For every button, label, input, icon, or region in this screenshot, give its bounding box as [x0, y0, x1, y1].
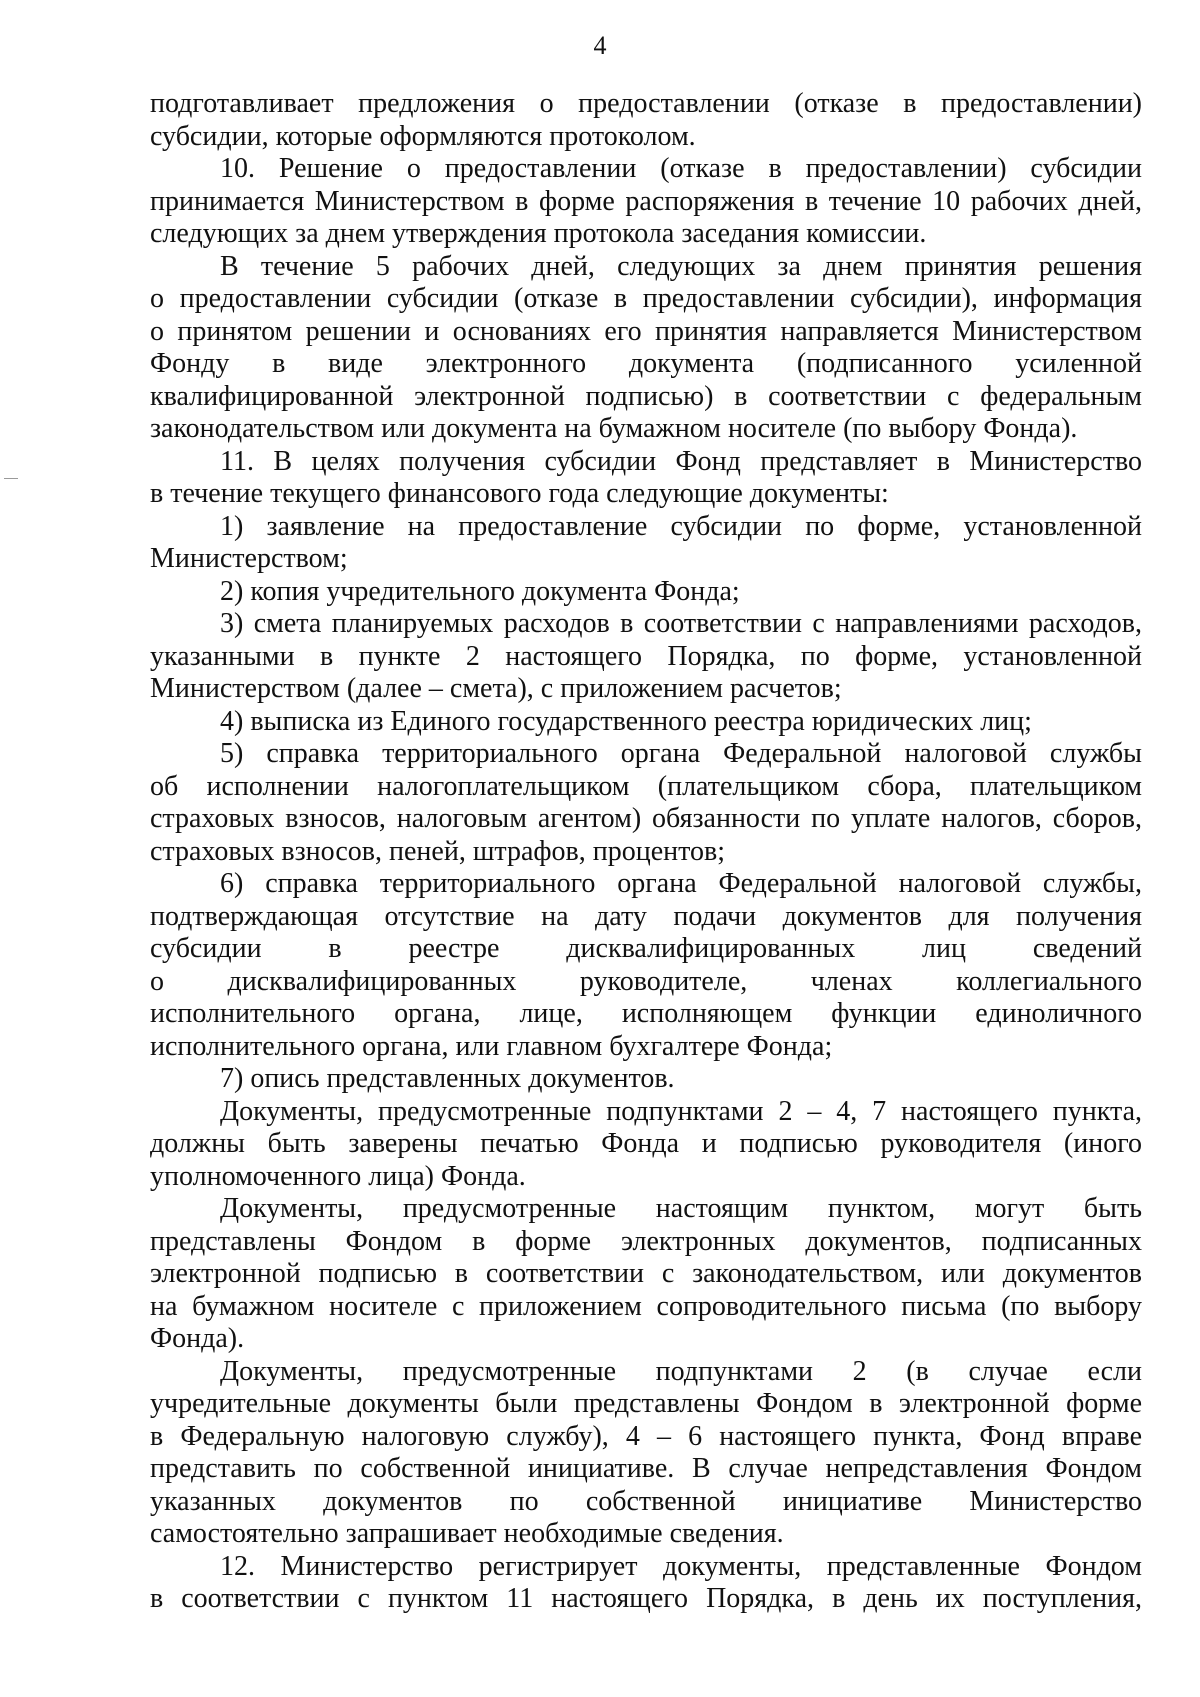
text-line: исполнительного органа, лице, исполняющем функции единоличного: [150, 998, 1142, 1029]
page-number: 4: [593, 31, 607, 60]
text-line: указанными в пункте 2 настоящего Порядка, по форме, установленной: [150, 640, 1142, 672]
text-line: самостоятельно запрашивает необходимые сведения.: [150, 1518, 784, 1549]
text-line: следующих за днем утверждения протокола заседания комиссии.: [150, 218, 927, 249]
text-line: представлены Фондом в форме электронных документов, подписанных: [150, 1225, 1142, 1257]
text-line: Документы, предусмотренные подпунктами 2 (в случае если: [220, 1355, 1142, 1387]
text-line: страховых взносов, налоговым агентом) обязанности по уплате налогов, сборов,: [150, 803, 1142, 834]
text-line: о принятом решении и основаниях его принятия направляется Министерством: [150, 315, 1142, 347]
text-line: Фонду в виде электронного документа (подписанного усиленной: [150, 348, 1142, 379]
text-line: 12. Министерство регистрирует документы, представленные Фондом: [220, 1550, 1142, 1582]
text-line: о дисквалифицированных руководителе, членах коллегиального: [150, 965, 1142, 997]
text-line: 11. В целях получения субсидии Фонд представляет в Министерство: [220, 445, 1142, 477]
text-line: субсидии, которые оформляются протоколом.: [150, 120, 696, 152]
text-line: подтверждающая отсутствие на дату подачи документов для получения: [150, 900, 1142, 932]
text-line: 2) копия учредительного документа Фонда;: [220, 575, 740, 607]
text-line: Министерством (далее – смета), с приложением расчетов;: [150, 673, 842, 704]
text-line: Министерством;: [150, 543, 348, 574]
text-line: 7) опись представленных документов.: [220, 1063, 675, 1094]
text-line: о предоставлении субсидии (отказе в предоставлении субсидии), информация: [150, 283, 1142, 314]
text-line: квалифицированной электронной подписью) в соответствии с федеральным: [150, 380, 1142, 412]
text-line: Документы, предусмотренные подпунктами 2 – 4, 7 настоящего пункта,: [220, 1095, 1142, 1127]
text-line: уполномоченного лица) Фонда.: [150, 1160, 526, 1192]
text-line: 4) выписка из Единого государственного реестра юридических лиц;: [220, 705, 1032, 737]
text-line: в Федеральную налоговую службу), 4 – 6 настоящего пункта, Фонд вправе: [150, 1420, 1142, 1452]
text-line: Фонда).: [150, 1323, 245, 1354]
text-line: 6) справка территориального органа Федеральной налоговой службы,: [220, 868, 1142, 899]
scan-artifact: [4, 478, 18, 479]
text-line: субсидии в реестре дисквалифицированных лиц сведений: [150, 933, 1142, 964]
text-line: Документы, предусмотренные настоящим пунктом, могут быть: [220, 1193, 1142, 1224]
document-body: [150, 88, 1142, 1616]
text-line: на бумажном носителе с приложением сопроводительного письма (по выбору: [150, 1290, 1142, 1322]
text-line: 10. Решение о предоставлении (отказе в предоставлении) субсидии: [220, 153, 1142, 184]
text-line: принимается Министерством в форме распоряжения в течение 10 рабочих дней,: [150, 185, 1142, 217]
text-line: представить по собственной инициативе. В случае непредставления Фондом: [150, 1453, 1142, 1484]
text-line: исполнительного органа, или главном бухгалтере Фонда;: [150, 1030, 833, 1062]
text-line: 1) заявление на предоставление субсидии по форме, установленной: [220, 510, 1142, 542]
text-line: В течение 5 рабочих дней, следующих за днем принятия решения: [220, 250, 1142, 282]
text-line: электронной подписью в соответствии с законодательством, или документов: [150, 1258, 1142, 1289]
text-line: должны быть заверены печатью Фонда и подписью руководителя (иного: [150, 1128, 1142, 1159]
text-line: подготавливает предложения о предоставлении (отказе в предоставлении): [150, 88, 1142, 119]
text-line: в течение текущего финансового года следующие документы:: [150, 478, 889, 509]
text-line: указанных документов по собственной инициативе Министерство: [150, 1485, 1142, 1517]
text-line: учредительные документы были представлены Фондом в электронной форме: [150, 1388, 1142, 1419]
text-line: страховых взносов, пеней, штрафов, процентов;: [150, 835, 725, 867]
text-line: 3) смета планируемых расходов в соответствии с направлениями расходов,: [220, 608, 1142, 639]
text-line: в соответствии с пунктом 11 настоящего Порядка, в день их поступления,: [150, 1583, 1142, 1614]
text-line: законодательством или документа на бумажном носителе (по выбору Фонда).: [150, 413, 1078, 444]
text-line: 5) справка территориального органа Федеральной налоговой службы: [220, 738, 1142, 769]
text-line: об исполнении налогоплательщиком (плательщиком сбора, плательщиком: [150, 770, 1142, 802]
